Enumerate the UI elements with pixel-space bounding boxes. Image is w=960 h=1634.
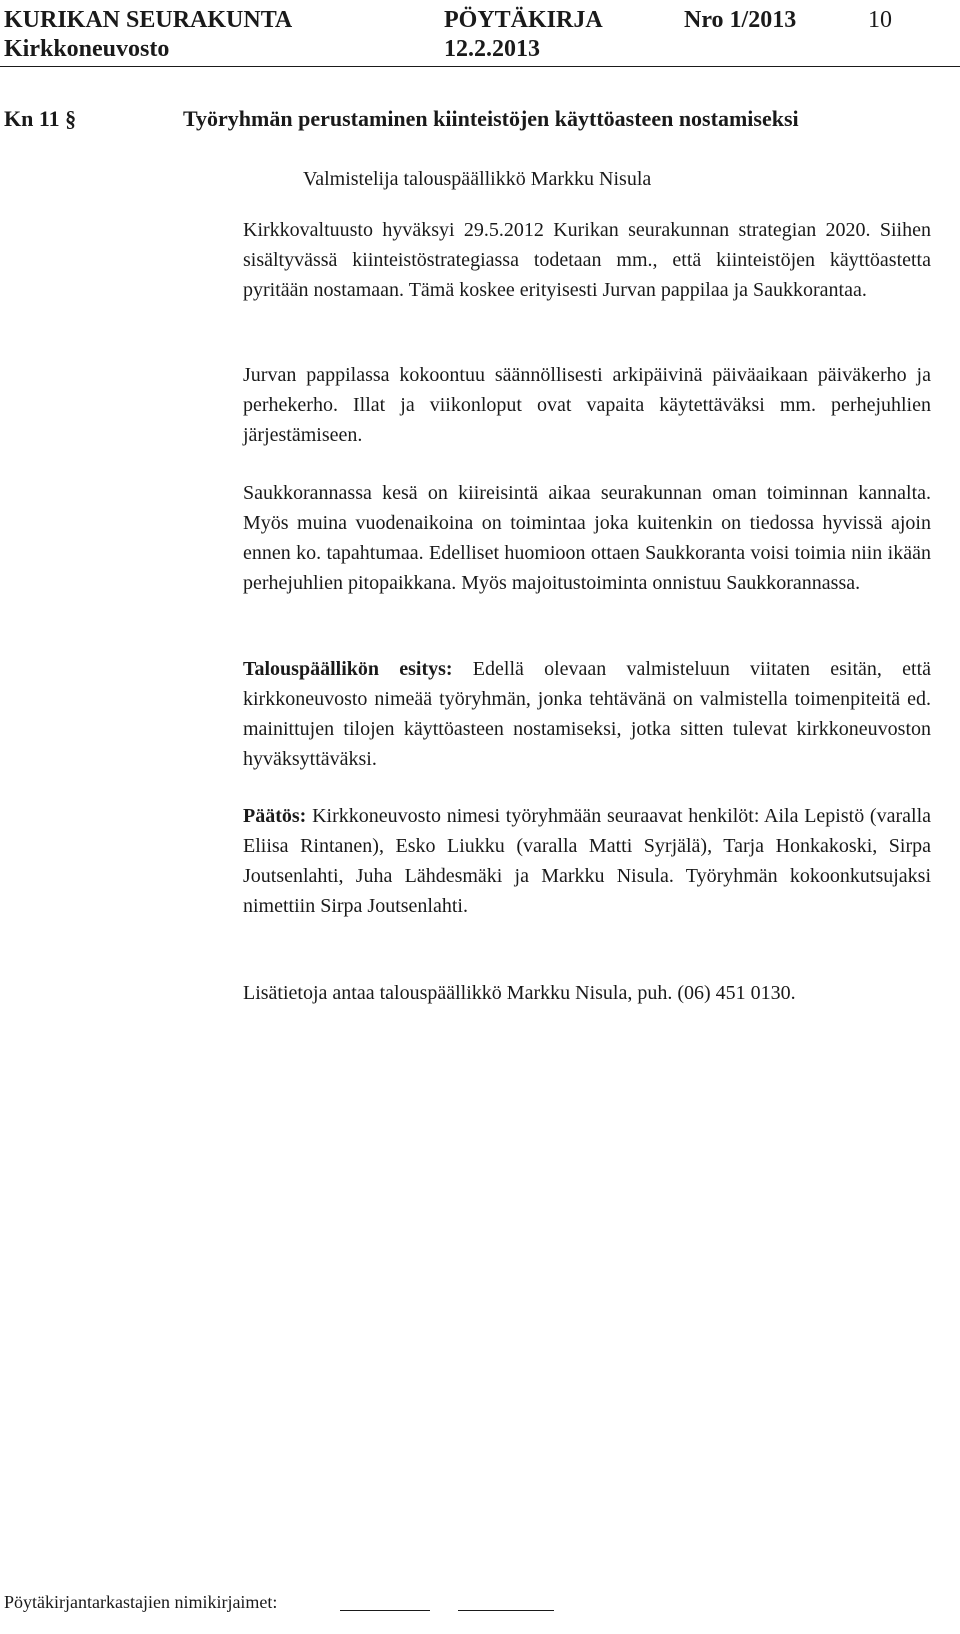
- signature-line: [458, 1610, 554, 1611]
- header-document-number: Nro 1/2013: [684, 7, 797, 33]
- paragraph-proposal: [243, 654, 931, 774]
- signature-label: Pöytäkirjantarkastajien nimikirjaimet:: [4, 1592, 278, 1612]
- header-document-type: PÖYTÄKIRJA: [444, 7, 603, 33]
- decision-text: Kirkkoneuvosto nimesi työryhmään seuraavat henkilöt: Aila Lepistö (varalla Eliisa Rintanen), Esko Liukku (varalla Matti Syrjälä), Tarja Honkakoski, Sirpa Joutsenlahti, Juha Lähdesmäki ja Markku Nisula. Työryhmän kokoonkutsujaksi nimettiin Sirpa Joutsenlahti.: [243, 805, 931, 917]
- header-divider: [0, 66, 960, 67]
- paragraph-text: Jurvan pappilassa kokoontuu säännöllisesti arkipäivinä päiväaikaan päiväkerho ja perhekerho. Illat ja viikonloput ovat vapaita käytettäväksi mm. perhejuhlien järjestämiseen.: [243, 364, 931, 446]
- header-governing-body: Kirkkoneuvosto: [4, 36, 170, 62]
- paragraph-contact: [243, 978, 931, 1008]
- contact-text: Lisätietoja antaa talouspäällikkö Markku Nisula, puh. (06) 451 0130.: [243, 982, 796, 1004]
- section-number: Kn 11 §: [4, 106, 77, 131]
- paragraph-text: Kirkkovaltuusto hyväksyi 29.5.2012 Kurikan seurakunnan strategian 2020. Siihen sisältyvässä kiinteistöstrategiassa todetaan mm., että kiinteistöjen käyttöastetta pyritään nostamaan. Tämä koskee erityisesti Jurvan pappilaa ja Saukkorantaa.: [243, 219, 931, 301]
- paragraph-saukkoranta: [243, 478, 931, 598]
- paragraph-text: Saukkorannassa kesä on kiireisintä aikaa seurakunnan oman toiminnan kannalta. Myös muina vuodenaikoina on toimintaa joka kuitenkin on tiedossa hyvissä ajoin ennen ko. tapahtumaa. Edelliset huomioon ottaen Saukkoranta voisi toimia niin ikään perhejuhlien pitopaikkana. Myös majoitustoiminta onnistuu Saukkorannassa.: [243, 482, 931, 594]
- header-date: 12.2.2013: [444, 36, 540, 62]
- proposal-label: Talouspäällikön esitys:: [243, 658, 453, 680]
- proposal-text: Edellä olevaan valmisteluun viitaten esitän, että kirkkoneuvosto nimeää työryhmän, jonka tehtävänä on valmistella toimenpiteitä ed. mainittujen tilojen käyttöasteen nostamiseksi, jotka sitten tulevat kirkkoneuvoston hyväksyttäväksi.: [243, 658, 932, 770]
- header-organization: KURIKAN SEURAKUNTA: [4, 7, 293, 33]
- section-title: Työryhmän perustaminen kiinteistöjen käyttöasteen nostamiseksi: [183, 106, 799, 131]
- preparer-line: Valmistelija talouspäällikkö Markku Nisula: [303, 168, 652, 190]
- header-page-number: 10: [868, 7, 892, 33]
- paragraph-jurva: [243, 360, 931, 450]
- signature-line: [340, 1610, 430, 1611]
- paragraph-strategy: [243, 215, 931, 305]
- decision-label: Päätös:: [243, 805, 307, 827]
- paragraph-decision: [243, 801, 931, 921]
